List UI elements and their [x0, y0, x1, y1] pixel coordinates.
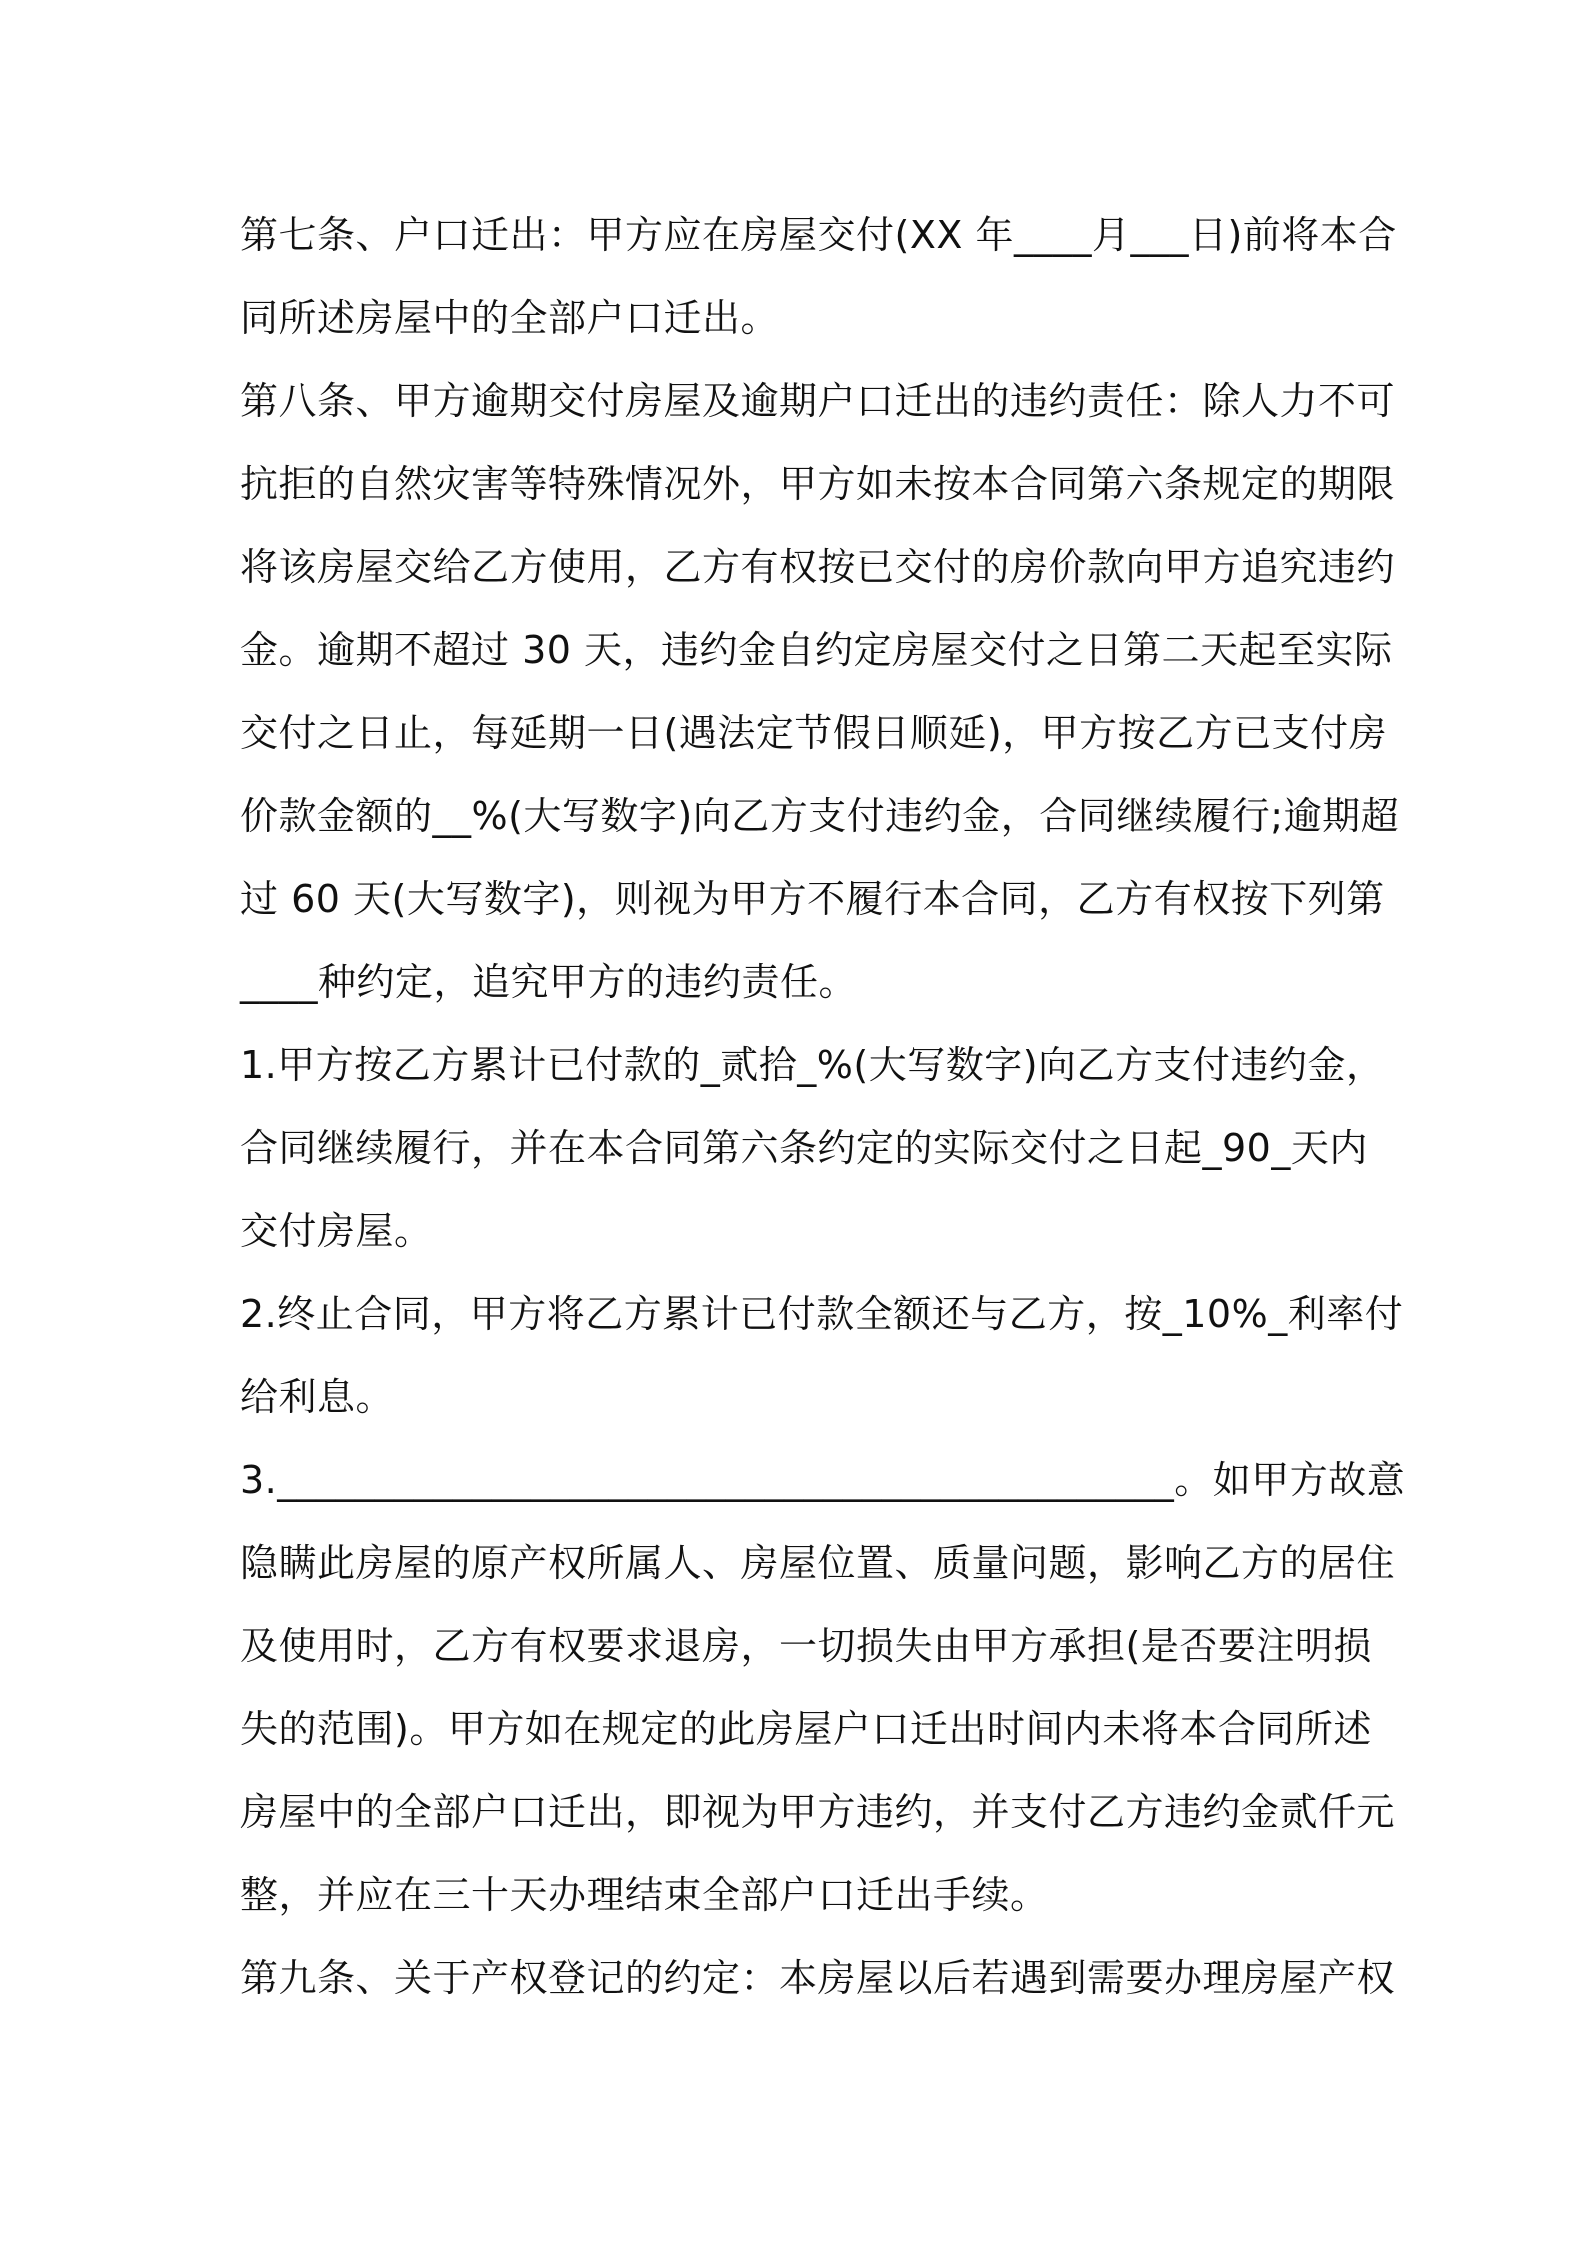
article-8-paragraph	[240, 360, 1400, 1024]
item-3-paragraph	[240, 1439, 1406, 1937]
text-line: 过 60 天(大写数字)，则视为甲方不履行本合同，乙方有权按下列第	[240, 877, 1385, 921]
text-line: 及使用时，乙方有权要求退房，一切损失由甲方承担(是否要注明损	[240, 1624, 1372, 1668]
text-line: 给利息。	[240, 1375, 395, 1419]
document-body	[240, 194, 1406, 2020]
text-line: 抗拒的自然灾害等特殊情况外，甲方如未按本合同第六条规定的期限	[240, 462, 1396, 506]
text-line: 将该房屋交给乙方使用，乙方有权按已交付的房价款向甲方追究违约	[240, 545, 1396, 589]
text-line: 2.终止合同，甲方将乙方累计已付款全额还与乙方，按_10%_利率付	[240, 1292, 1404, 1336]
text-line: 价款金额的__%(大写数字)向乙方支付违约金，合同继续履行;逾期超	[240, 794, 1400, 838]
text-line: 失的范围)。甲方如在规定的此房屋户口迁出时间内未将本合同所述	[240, 1707, 1372, 1751]
text-line: ____种约定，追究甲方的违约责任。	[240, 960, 858, 1004]
text-line: 同所述房屋中的全部户口迁出。	[240, 296, 780, 340]
text-line: 3.______________________________________________。如甲方故意	[240, 1458, 1406, 1502]
item-2-paragraph	[240, 1273, 1404, 1439]
text-line: 房屋中的全部户口迁出，即视为甲方违约，并支付乙方违约金贰仟元	[240, 1790, 1396, 1834]
text-line: 金。逾期不超过 30 天，违约金自约定房屋交付之日第二天起至实际	[240, 628, 1393, 672]
text-line: 第八条、甲方逾期交付房屋及逾期户口迁出的违约责任：除人力不可	[240, 379, 1396, 423]
text-line: 1.甲方按乙方累计已付款的_贰拾_%(大写数字)向乙方支付违约金，	[240, 1043, 1385, 1087]
item-1-paragraph	[240, 1024, 1385, 1273]
article-9-paragraph	[240, 1937, 1396, 2020]
text-line: 第九条、关于产权登记的约定：本房屋以后若遇到需要办理房屋产权	[240, 1956, 1396, 2000]
article-7-paragraph	[240, 194, 1397, 360]
text-line: 交付之日止，每延期一日(遇法定节假日顺延)，甲方按乙方已支付房	[240, 711, 1388, 755]
text-line: 第七条、户口迁出：甲方应在房屋交付(XX 年____月___日)前将本合	[240, 213, 1397, 257]
text-line: 交付房屋。	[240, 1209, 433, 1253]
text-line: 整，并应在三十天办理结束全部户口迁出手续。	[240, 1873, 1049, 1917]
text-line: 隐瞒此房屋的原产权所属人、房屋位置、质量问题，影响乙方的居住	[240, 1541, 1396, 1585]
text-line: 合同继续履行，并在本合同第六条约定的实际交付之日起_90_天内	[240, 1126, 1368, 1170]
